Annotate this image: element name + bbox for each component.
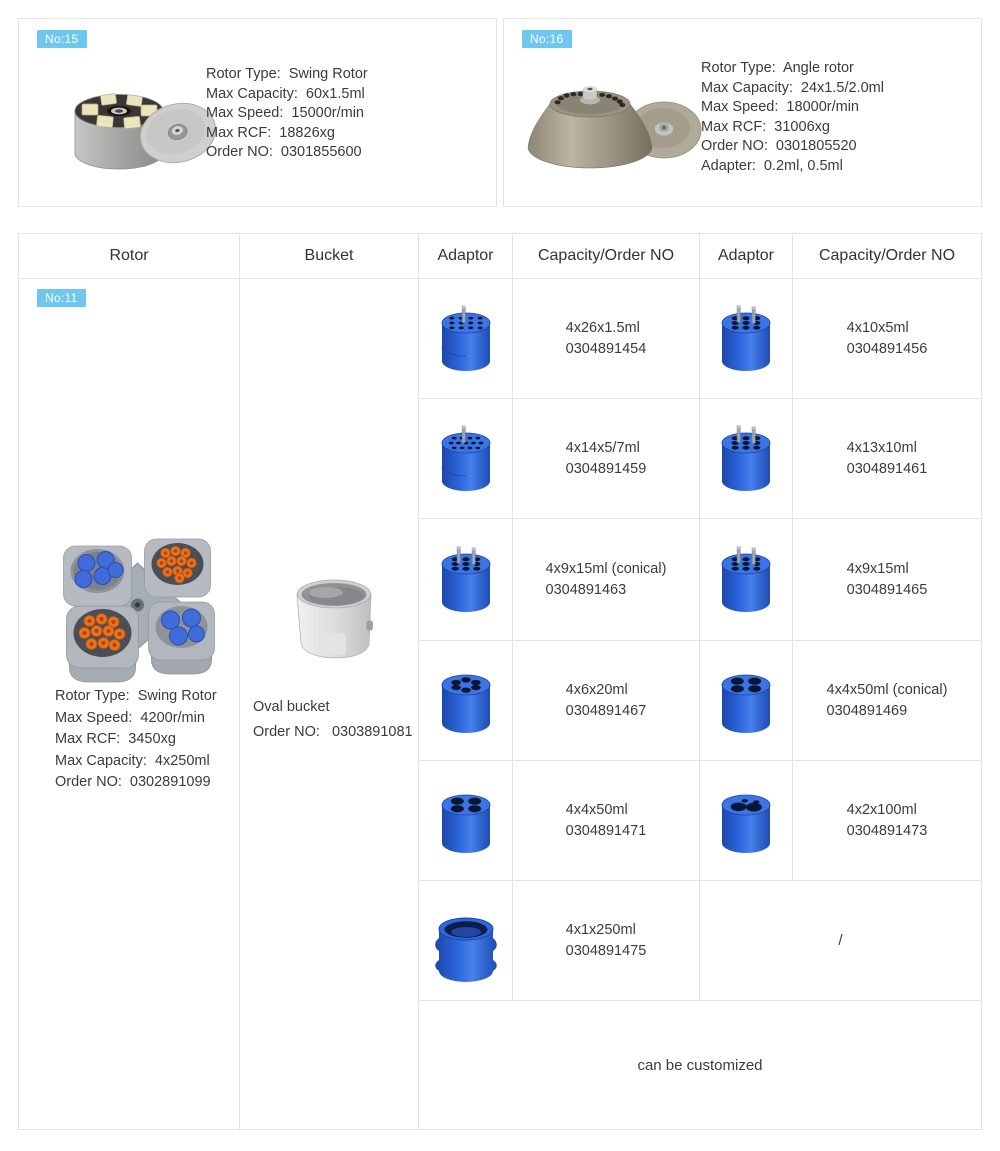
order-number: 0304891456	[846, 340, 928, 357]
spec-line: Order NO: 0301855600	[206, 144, 362, 160]
spec-line: Max Capacity: 24x1.5/2.0ml	[701, 79, 884, 96]
adapter-icon	[713, 417, 779, 501]
swing-rotor-4-bucket-image	[45, 515, 231, 683]
capacity-cell	[793, 399, 981, 518]
capacity-cell	[513, 761, 699, 880]
rotor-panel-no15	[18, 18, 497, 207]
spec-line: Rotor Type: Swing Rotor	[206, 66, 368, 82]
capacity-cell	[513, 641, 699, 760]
bucket-cell	[240, 279, 418, 1129]
spec-line: Max Speed: 4200r/min	[55, 709, 205, 726]
rotor-spec-list	[55, 686, 217, 794]
spec-line: Order NO: 0302891099	[55, 774, 211, 790]
capacity-cell	[793, 761, 981, 880]
header-capacity-order-1: Capacity/Order NO	[513, 234, 699, 278]
capacity-value: 4x10x5ml	[846, 319, 909, 336]
spec-line: Rotor Type: Swing Rotor	[55, 688, 217, 704]
spec-line: Max RCF: 31006xg	[701, 118, 830, 135]
rotor-cell	[19, 279, 239, 1129]
adapter-icon	[433, 899, 499, 983]
capacity-cell	[793, 279, 981, 398]
rotor-spec-list	[206, 65, 368, 163]
adapter-icon	[433, 538, 499, 622]
capacity-cell	[513, 881, 699, 1000]
capacity-value: 4x14x5/7ml	[565, 439, 640, 456]
order-number: 0304891473	[846, 822, 928, 839]
order-number: 0304891469	[826, 702, 908, 719]
rotor-panel-no16	[503, 18, 982, 207]
order-number: 0304891471	[565, 822, 647, 839]
rotor-adaptor-table	[18, 233, 982, 1130]
spec-line: Max Capacity: 4x250ml	[55, 752, 210, 769]
bucket-order: Order NO: 0303891081	[253, 723, 413, 740]
adaptor-cell	[700, 641, 792, 760]
adaptor-cell	[419, 881, 512, 1000]
capacity-value: 4x9x15ml (conical)	[545, 560, 667, 577]
customized-note-cell: can be customized	[419, 1001, 981, 1129]
capacity-cell	[793, 519, 981, 640]
capacity-value: 4x2x100ml	[846, 801, 917, 818]
capacity-value: 4x1x250ml	[565, 921, 636, 938]
capacity-cell	[513, 519, 699, 640]
spec-line: Max Speed: 15000r/min	[206, 105, 364, 121]
adapter-icon	[713, 779, 779, 863]
capacity-value: 4x13x10ml	[846, 439, 917, 456]
spec-line: Order NO: 0301805520	[701, 138, 857, 154]
spec-line: Rotor Type: Angle rotor	[701, 60, 854, 76]
adaptor-cell	[700, 519, 792, 640]
panel-number-badge: No:15	[37, 30, 87, 48]
spec-line: Max RCF: 18826xg	[206, 124, 335, 141]
spec-line: Adapter: 0.2ml, 0.5ml	[701, 157, 843, 174]
adaptor-cell	[419, 399, 512, 518]
capacity-value: 4x26x1.5ml	[565, 319, 640, 336]
order-number: 0304891465	[846, 581, 928, 598]
rotor-number-badge: No:11	[37, 289, 86, 307]
capacity-cell	[793, 641, 981, 760]
header-adaptor-2: Adaptor	[700, 234, 792, 278]
capacity-value: 4x4x50ml	[565, 801, 628, 818]
not-available-cell: /	[700, 881, 981, 1000]
order-number: 0304891463	[545, 581, 627, 598]
adapter-icon	[433, 297, 499, 381]
capacity-cell	[513, 399, 699, 518]
adaptor-cell	[419, 519, 512, 640]
order-number: 0304891461	[846, 460, 928, 477]
header-bucket: Bucket	[240, 234, 418, 278]
rotor-spec-list	[701, 59, 884, 176]
adapter-icon	[713, 538, 779, 622]
order-number: 0304891475	[565, 942, 647, 959]
header-rotor: Rotor	[19, 234, 239, 278]
capacity-value: 4x9x15ml	[846, 560, 909, 577]
adapter-icon	[433, 417, 499, 501]
swing-rotor-image	[61, 67, 221, 187]
capacity-value: 4x6x20ml	[565, 681, 628, 698]
adaptor-cell	[419, 641, 512, 760]
adapter-icon	[433, 659, 499, 743]
spec-line: Max RCF: 3450xg	[55, 731, 176, 747]
order-number: 0304891459	[565, 460, 647, 477]
spec-line: Max Speed: 18000r/min	[701, 99, 859, 115]
adapter-icon	[433, 779, 499, 863]
adapter-icon	[713, 297, 779, 381]
adaptor-cell	[419, 761, 512, 880]
header-adaptor-1: Adaptor	[419, 234, 512, 278]
adapter-icon	[713, 659, 779, 743]
adaptor-cell	[700, 279, 792, 398]
adaptor-cell	[419, 279, 512, 398]
header-capacity-order-2: Capacity/Order NO	[793, 234, 981, 278]
adaptor-cell	[700, 761, 792, 880]
rotor-panels	[18, 18, 982, 207]
order-number: 0304891454	[565, 340, 647, 357]
angle-rotor-image	[522, 71, 712, 179]
panel-number-badge: No:16	[522, 30, 572, 48]
bucket-spec-list	[253, 695, 413, 744]
spec-line: Max Capacity: 60x1.5ml	[206, 85, 365, 102]
adaptor-cell	[700, 399, 792, 518]
order-number: 0304891467	[565, 702, 647, 719]
oval-bucket-image	[288, 571, 380, 669]
capacity-value: 4x4x50ml (conical)	[826, 681, 948, 698]
bucket-title: Oval bucket	[253, 699, 330, 715]
capacity-cell	[513, 279, 699, 398]
